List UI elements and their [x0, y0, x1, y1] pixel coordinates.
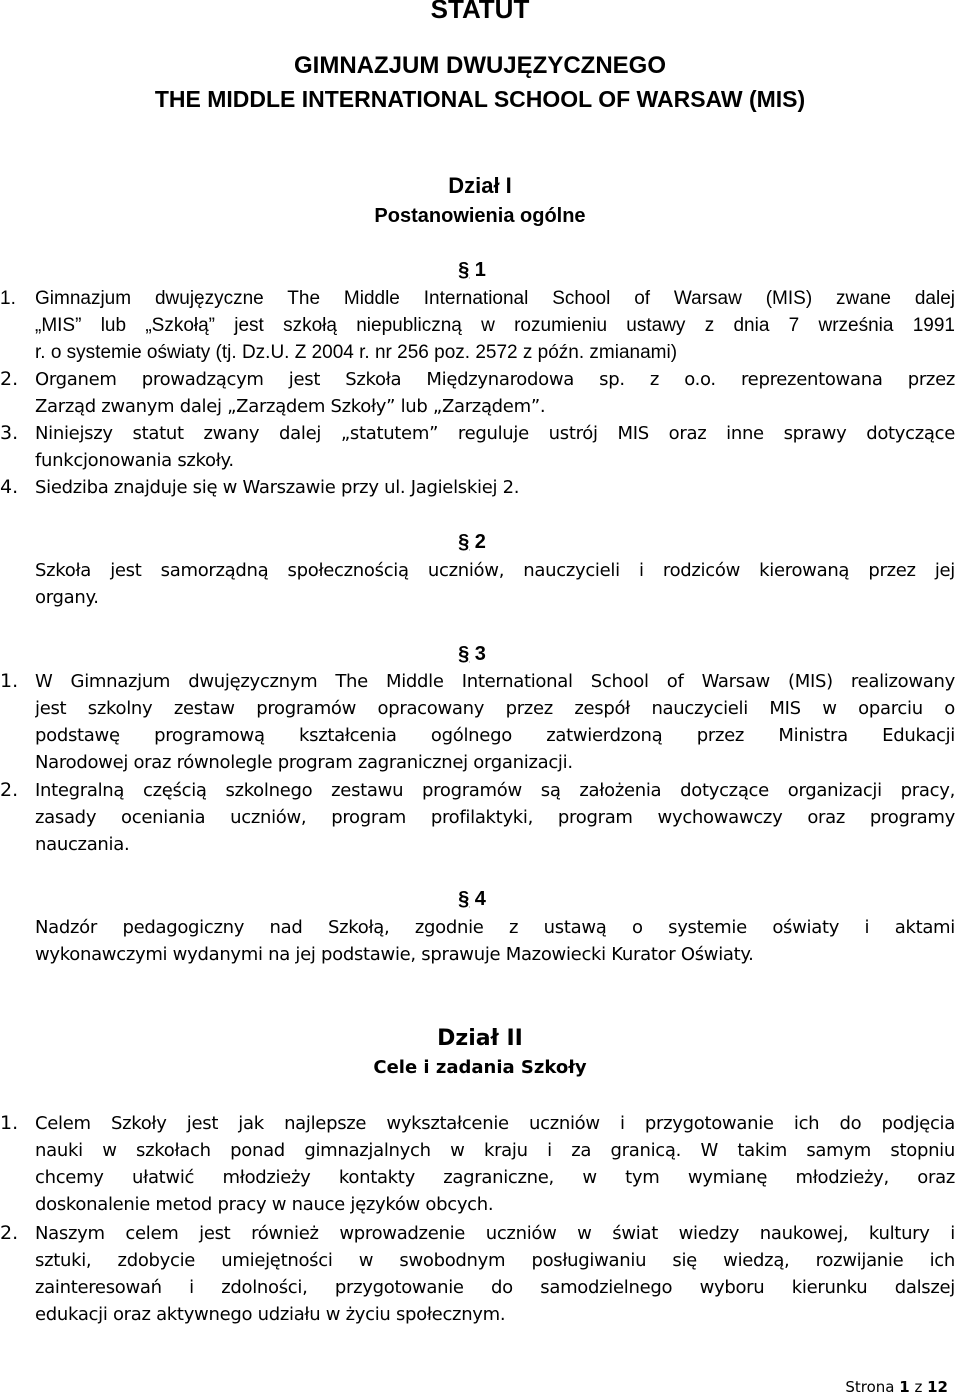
paragraph-line: chcemy ułatwić młodzieży kontakty zagraniczne, w tym wymianę młodzieży, oraz: [35, 1167, 955, 1188]
item-number: 1.: [0, 670, 19, 692]
page-counter: [845, 1378, 948, 1396]
paragraph-line: W Gimnazjum dwujęzycznym The Middle International School of Warsaw (MIS) realizowany: [35, 671, 955, 692]
item-number: 2.: [0, 779, 19, 801]
section-3-item-1: [0, 668, 955, 776]
paragraph-line: Integralną częścią szkolnego zestawu programów są założenia dotyczące organizacji pracy,: [35, 780, 955, 801]
page-label: Strona: [845, 1378, 895, 1396]
section-3-item-2: [0, 777, 955, 858]
chapter-1-subtitle: Postanowienia ogólne: [374, 205, 586, 227]
item-number: 4.: [0, 476, 19, 498]
paragraph-line: r. o systemie oświaty (tj. Dz.U. Z 2004 r. nr 256 poz. 2572 z późn. zmianami): [35, 342, 678, 363]
chapter-2-item-2: [0, 1220, 955, 1328]
chapter-2-title: Dział II: [437, 1026, 523, 1051]
paragraph-line: Celem Szkoły jest jak najlepsze wykształcenie uczniów i przygotowanie ich do podjęcia: [35, 1113, 955, 1134]
section-1-item-4: [0, 474, 955, 501]
section-number: 1: [474, 259, 486, 281]
section-number: 2: [474, 531, 486, 553]
section-number: 3: [474, 643, 486, 665]
page-separator: z: [914, 1378, 923, 1396]
document-title: STATUT: [430, 0, 530, 24]
section-heading-4: [0, 888, 944, 911]
section-heading-1: [0, 259, 944, 282]
item-number: 3.: [0, 422, 19, 444]
chapter-2-item-1: [0, 1110, 955, 1218]
school-name-polish: GIMNAZJUM DWUJĘZYCZNEGO: [294, 52, 666, 79]
item-number: 2.: [0, 368, 19, 390]
section-heading-3: [0, 643, 944, 666]
chapter-2-subtitle: Cele i zadania Szkoły: [373, 1057, 587, 1078]
paragraph-line: Siedziba znajduje się w Warszawie przy ul. Jagielskiej 2.: [35, 477, 520, 498]
paragraph-line: Szkoła jest samorządną społecznością uczniów, nauczycieli i rodziców kierowaną przez jej: [35, 560, 955, 581]
item-number: 1.: [0, 1112, 19, 1134]
paragraph-line: „MIS” lub „Szkołą” jest szkołą niepubliczną w rozumieniu ustawy z dnia 7 września 1991: [35, 315, 955, 336]
section-symbol: §: [458, 531, 470, 553]
section-4-text: [0, 914, 955, 968]
paragraph-line: wykonawczymi wydanymi na jej podstawie, sprawuje Mazowiecki Kurator Oświaty.: [35, 944, 754, 965]
section-symbol: §: [458, 259, 470, 281]
section-1-item-3: [0, 420, 955, 474]
section-number: 4: [474, 888, 486, 910]
paragraph-line: zainteresowań i zdolności, przygotowanie do samodzielnego wyboru kierunku dalszej: [35, 1277, 955, 1298]
paragraph-line: nauczania.: [35, 834, 130, 855]
section-heading-2: [0, 531, 944, 554]
section-symbol: §: [458, 888, 470, 910]
paragraph-line: zasady oceniania uczniów, program profilaktyki, program wychowawczy oraz programy: [35, 807, 955, 828]
paragraph-line: Organem prowadzącym jest Szkoła Międzynarodowa sp. z o.o. reprezentowana przez: [35, 369, 955, 390]
paragraph-line: edukacji oraz aktywnego udziału w życiu społecznym.: [35, 1304, 506, 1325]
paragraph-line: sztuki, zdobycie umiejętności w swobodnym posługiwaniu się wiedzą, rozwijanie ich: [35, 1250, 955, 1271]
paragraph-line: Narodowej oraz równolegle program zagranicznej organizacji.: [35, 752, 573, 773]
paragraph-line: jest szkolny zestaw programów opracowany przez zespół nauczycieli MIS w oparciu o: [35, 698, 955, 719]
section-1-item-1: [0, 285, 955, 366]
paragraph-line: podstawę programową kształcenia ogólnego zatwierdzoną przez Ministra Edukacji: [35, 725, 955, 746]
item-number: 2.: [0, 1222, 19, 1244]
paragraph-line: funkcjonowania szkoły.: [35, 450, 234, 471]
section-symbol: §: [458, 643, 470, 665]
school-name-english: THE MIDDLE INTERNATIONAL SCHOOL OF WARSAW (MIS): [154, 86, 806, 112]
paragraph-line: Gimnazjum dwujęzyczne The Middle International School of Warsaw (MIS) zwane dalej: [35, 288, 955, 309]
chapter-1-title: Dział I: [448, 173, 512, 198]
paragraph-line: nauki w szkołach ponad gimnazjalnych w kraju i za granicą. W takim samym stopniu: [35, 1140, 955, 1161]
paragraph-line: Niniejszy statut zwany dalej „statutem” reguluje ustrój MIS oraz inne sprawy dotyczące: [35, 423, 955, 444]
paragraph-line: Naszym celem jest również wprowadzenie uczniów w świat wiedzy naukowej, kultury i: [35, 1223, 955, 1244]
current-page: 1: [899, 1378, 910, 1396]
paragraph-line: doskonalenie metod pracy w nauce języków obcych.: [35, 1194, 494, 1215]
paragraph-line: Zarząd zwanym dalej „Zarządem Szkoły” lub „Zarządem”.: [35, 396, 546, 417]
total-pages: 12: [927, 1378, 948, 1396]
item-number: 1.: [0, 288, 16, 309]
section-2-text: [0, 557, 955, 611]
paragraph-line: organy.: [35, 587, 99, 608]
paragraph-line: Nadzór pedagogiczny nad Szkołą, zgodnie z ustawą o systemie oświaty i aktami: [35, 917, 955, 938]
section-1-item-2: [0, 366, 955, 420]
